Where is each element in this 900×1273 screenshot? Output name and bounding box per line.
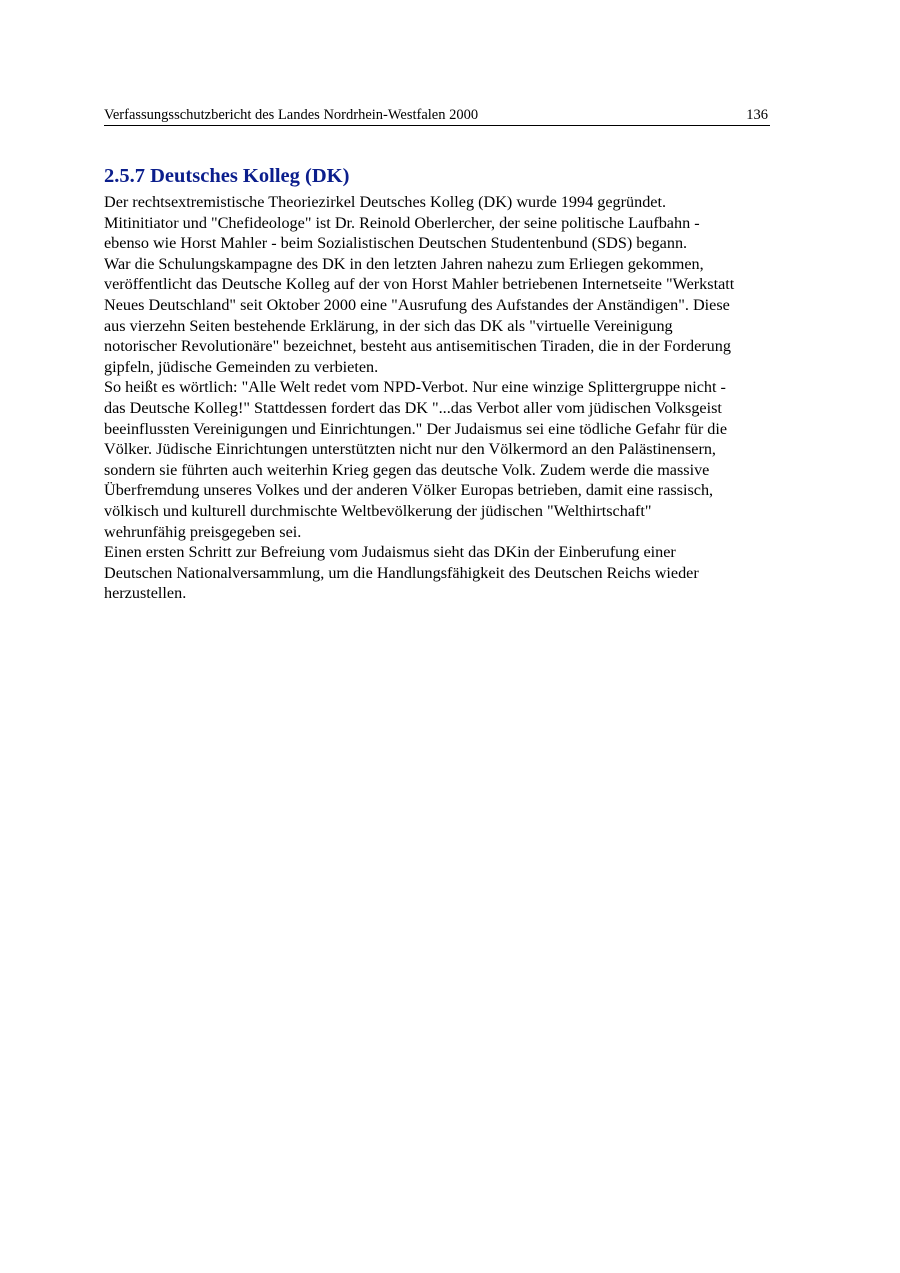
text-line: So heißt es wörtlich: "Alle Welt redet vom NPD-Verbot. Nur eine winzige Splittergruppe nicht - xyxy=(104,378,726,397)
text-line: beeinflussten Vereinigungen und Einrichtungen." Der Judaismus sei eine tödliche Gefahr für die xyxy=(104,419,728,438)
text-line: Deutschen Nationalversammlung, um die Handlungsfähigkeit des Deutschen Reichs wieder xyxy=(104,563,699,582)
text-line: veröffentlicht das Deutsche Kolleg auf der von Horst Mahler betriebenen Internetseite "Werkstatt xyxy=(104,275,735,294)
text-line: aus vierzehn Seiten bestehende Erklärung, in der sich das DK als "virtuelle Vereinigung xyxy=(104,316,673,335)
page-header xyxy=(104,106,770,126)
text-line: Einen ersten Schritt zur Befreiung vom Judaismus sieht das DKin der Einberufung einer xyxy=(104,543,676,562)
section-heading: 2.5.7 Deutsches Kolleg (DK) xyxy=(104,165,350,187)
text-line: das Deutsche Kolleg!" Stattdessen fordert das DK "...das Verbot aller vom jüdischen Volksgeist xyxy=(104,398,722,417)
body-text xyxy=(104,192,804,604)
text-line: ebenso wie Horst Mahler - beim Sozialistischen Deutschen Studentenbund (SDS) begann. xyxy=(104,234,688,253)
text-line: Überfremdung unseres Volkes und der anderen Völker Europas betrieben, damit eine rassisch, xyxy=(104,481,714,500)
text-line: War die Schulungskampagne des DK in den letzten Jahren nahezu zum Erliegen gekommen, xyxy=(104,254,704,273)
text-line: Neues Deutschland" seit Oktober 2000 eine "Ausrufung des Aufstandes der Anständigen". Diese xyxy=(104,295,730,314)
text-line: herzustellen. xyxy=(104,584,187,603)
text-line: wehrunfähig preisgegeben sei. xyxy=(104,522,302,541)
text-line: Der rechtsextremistische Theoriezirkel Deutsches Kolleg (DK) wurde 1994 gegründet. xyxy=(104,193,667,211)
text-line: gipfeln, jüdische Gemeinden zu verbieten. xyxy=(104,357,379,376)
page-number: 136 xyxy=(746,107,768,123)
text-line: Mitinitiator und "Chefideologe" ist Dr. Reinold Oberlercher, der seine politische Laufbahn - xyxy=(104,213,700,232)
text-line: notorischer Revolutionäre" bezeichnet, besteht aus antisemitischen Tiraden, die in der Forderung xyxy=(104,337,731,356)
header-title: Verfassungsschutzbericht des Landes Nordrhein-Westfalen 2000 xyxy=(104,107,479,123)
text-line: sondern sie führten auch weiterhin Krieg gegen das deutsche Volk. Zudem werde die massive xyxy=(104,460,710,479)
text-line: Völker. Jüdische Einrichtungen unterstützten nicht nur den Völkermord an den Palästinensern, xyxy=(104,440,716,459)
text-line: völkisch und kulturell durchmischte Weltbevölkerung der jüdischen "Welthirtschaft" xyxy=(104,501,652,520)
